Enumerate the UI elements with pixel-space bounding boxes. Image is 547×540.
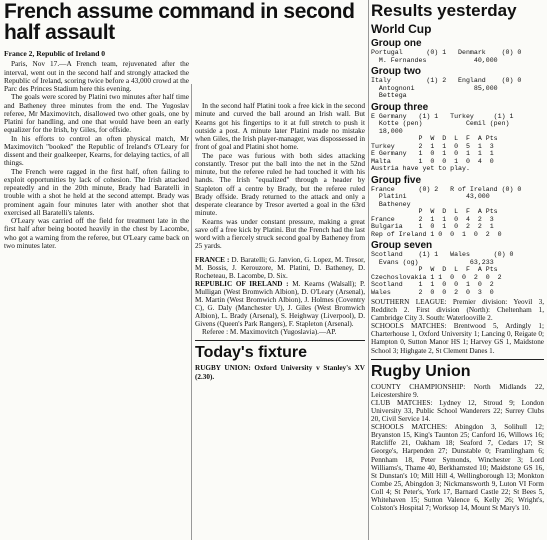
column-divider — [191, 84, 192, 540]
group-result-line: Austria have yet to play. — [371, 165, 470, 172]
group-result-line: Scotland 1 1 0 0 1 0 2 — [371, 281, 494, 288]
rugby-title: Rugby Union — [371, 362, 471, 380]
group-heading: Group three — [371, 101, 429, 113]
ireland-label: REPUBLIC OF IRELAND : — [195, 279, 289, 288]
group-heading: Group one — [371, 38, 422, 49]
story-paragraph: The French were ragged in the first half, often failing to exploit opportunities by lack of cohesion. The Irish attacked repeatedly and in the 20th minute, Brady had Baratelli in trouble with a shot he held at the second attempt. Brady was prominent again four minutes later with another shot that exercised all Baratelli's talents. — [4, 166, 189, 217]
page-headline: French assume command in second half assault — [4, 0, 355, 44]
rugby-county: COUNTY CHAMPIONSHIP: North Midlands 22, Leicestershire 9. — [371, 382, 544, 399]
fixture-title: Today's fixture — [195, 344, 307, 362]
story-column-left — [4, 46, 189, 250]
column-divider — [368, 0, 369, 540]
story-paragraph: Kearns was under constant pressure, making a great save off a free kick by Platini. But the French had the last word with a fiercely struck second goal by Batheney from 25 yards. — [195, 216, 365, 251]
group-result-line: P W D L F A Pts — [371, 208, 498, 215]
results-title: Results yesterday — [371, 1, 517, 20]
score-byline: France 2, Republic of Ireland 0 — [4, 49, 106, 58]
group-result-line: Czechoslovakia 1 1 0 0 2 0 2 — [371, 273, 502, 281]
southern-league: SOUTHERN LEAGUE: Premier division: Yeovil 3, Redditch 2. First division (North): Cheltenham 1, Cambridge City 3. South: Waterlooville 2. — [371, 298, 544, 323]
rugby-club: CLUB MATCHES: Lydney 12, Stroud 9; London University 33, Public School Wanderers 22; Surrey Clubs 20, Civil Service 14. — [371, 398, 544, 424]
group-result-line: Scotland (1) 1 Wales (0) 0 — [371, 251, 514, 258]
story-paragraph: O'Leary was carried off the field for treatment late in the first half after being booted heavily in the chest by Lacombe, who got a warning from the referee, but O'Leary came back on two minutes later. — [4, 216, 189, 250]
group-result-line: E Germany (1) 1 Turkey (1) 1 — [371, 112, 514, 120]
group-result-line: France (0) 2 R of Ireland (0) 0 — [371, 185, 522, 193]
story-paragraph: In his efforts to control an often physical match, Mr Maximovitch "booked" the Republic of Ireland's O'Leary for dissent and their goalkeeper, Kearns, for delaying tactics, of all things. — [4, 133, 189, 168]
group-heading: Group seven — [371, 240, 433, 251]
group-result-line: Batheney — [371, 200, 411, 208]
group-result-line: Italy (1) 2 England (0) 0 — [371, 77, 522, 84]
group-result-line: Portugal (0) 1 Denmark (0) 0 — [371, 49, 522, 56]
story-column-middle — [195, 102, 365, 381]
fixture-text: RUGBY UNION: Oxford University v Stanley's XV (2.30). — [195, 364, 365, 381]
section-rule — [195, 340, 365, 341]
group-result-line: Platini 43,000 — [371, 193, 490, 200]
france-lineup: D. Baratelli; G. Janvion, G. Lopez, M. Tresor, M. Bossis, J. Kerouzore, M. Platini, D. Batheney, D. Rocheteau, B. Lacombe, D. Six. — [195, 255, 365, 280]
group-result-line: P W D L F A Pts — [371, 135, 498, 142]
ireland-lineup: M. Kearns (Walsall); P. Mulligan (West Bromwich Albion), D. O'Leary (Arsenal), M. Martin (West Bromwich Albion), J. Holmes (Coventry C), G. Daly (Manchester U), J. Giles (West Bromwich Albion), L. Brady (Arsenal), S. Heighway (Liverpool), D. Givens (Queen's Park Rangers), F. Stapleton (Arsenal). — [195, 279, 365, 329]
world-cup-title: World Cup — [371, 22, 432, 36]
group-result-line: France 2 1 1 0 4 2 3 — [371, 215, 494, 223]
story-paragraph: The goals were scored by Platini two minutes after half time and Batheney three minutes from the end. The Yugoslav referee, Mr Maximovitch, disallowed two other goals, one by Platini for handling, and one that would have been an early equalizer for the Irish, by Giles, for offside. — [4, 92, 189, 135]
group-results — [371, 38, 544, 296]
group-result-line: 18,000 — [371, 127, 403, 135]
group-result-line: M. Fernandes 40,000 — [371, 56, 498, 64]
section-rule — [371, 359, 544, 360]
story-paragraph: Paris, Nov 17.—A French team, rejuvenated after the interval, went out in the second half and strongly attacked the Republic of Ireland, scoring twice before a 43,000 crowd at the Parc des Princes Stadium here this evening. — [4, 59, 189, 93]
group-result-line: Antognoni 85,000 — [371, 84, 498, 92]
team-lineups — [195, 256, 365, 337]
referee-line: Referee : M. Maximovitch (Yugoslavia).—AP. — [202, 328, 337, 337]
group-result-line: Wales 2 0 0 2 0 3 0 — [371, 288, 494, 296]
group-result-line: Turkey 2 1 1 0 5 1 3 — [371, 142, 494, 150]
group-result-line: Malta 1 0 0 1 0 4 0 — [371, 157, 494, 165]
group-result-line: Bettega — [371, 92, 407, 99]
france-label: FRANCE : — [195, 255, 230, 264]
group-result-line: E Germany 1 0 1 0 1 1 1 — [371, 150, 494, 157]
story-paragraph: In the second half Platini took a free kick in the second minute and curved the ball around an Irish wall. But Kearns got his fingertips to it at full stretch to push it outside a post. A minute later Platini made no mistake when Giles, the Irish player-manager, was dispossessed in front of goal and Platini shot home. — [195, 101, 365, 152]
schools-football: SCHOOLS MATCHES: Brentwood 5, Ardingly 1; Charterhouse 1, Oxford University 1; Lancing 0, Reigate 0; Hampton 0, Sutton Manor HS 1; Harvey GS 1, Maidstone School 3; Highgate 2, St Clement Danes 1. — [371, 322, 544, 355]
group-result-line: P W D L F A Pts — [371, 266, 498, 273]
group-heading: Group two — [371, 66, 421, 77]
group-heading: Group five — [371, 174, 422, 186]
story-paragraph: The pace was furious with both sides attacking constantly. Tresor put the ball into the net in the 52nd minute, but the referee ruled he had touched it with his hands. The Irish "equalized" through a header by Stapleton off a centre by Brady, but the referee ruled Brady offside. Brady returned to the attack and only a desperate clearance by Tresor averted a goal in the 63rd minute. — [195, 150, 365, 218]
results-column — [371, 0, 544, 512]
group-result-line: Evans (og) 63,233 — [371, 258, 494, 266]
rugby-schools: SCHOOLS MATCHES: Abingdon 3, Solihull 12; Bryanston 15, King's Taunton 25; Canford 16, Willows 16; Ratcliffe 21, Oakham 18; Seaford 7, Cedars 17; St George's, Harpenden 27; Dunstable 0; Framlingham 6; Pennham 18, Peter Symonds, Winchester 3; Lord Williams's, Thame 40, Berkhamsted 10; Maidstone GS 16, St Dunstan's 10; Mill Hill 4, Wellingborough 13; Monkton Combe 25, Abingdon 3; Nickmansworth 9, Luton VI Form Coll 4; St Peter's, York 17, Barnard Castle 22; St Bees 5, Whitehaven 15; Sutton Valence 6, Kelly 26; Wright's, Colston's Hospital 7; Worksop 14, Mount St Mary's 10. — [371, 423, 544, 513]
group-result-line: Rep of Ireland 1 0 0 1 0 2 0 — [371, 230, 502, 238]
group-result-line: Bulgaria 1 0 1 0 2 2 1 — [371, 223, 494, 230]
group-result-line: Kotte (pen) Cemil (pen) — [371, 120, 510, 127]
